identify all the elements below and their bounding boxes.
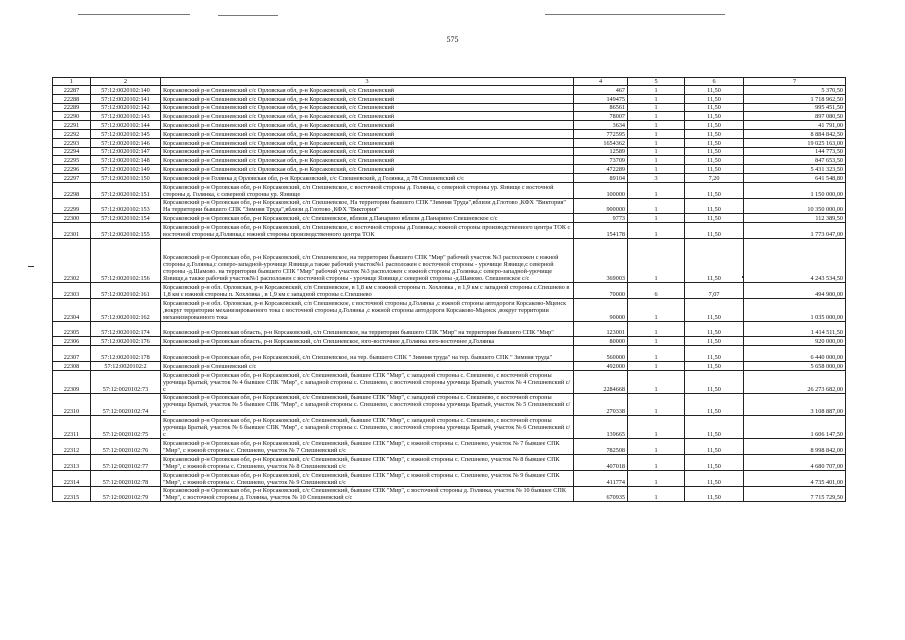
- row-number: 22289: [53, 103, 91, 112]
- total-value: 995 451,50: [744, 103, 846, 112]
- row-number: 22301: [53, 223, 91, 239]
- rate-value: 11,50: [685, 370, 744, 393]
- cadastral-number: 57:12:0020102:154: [91, 214, 161, 223]
- coefficient-value: 1: [628, 416, 685, 439]
- coefficient-value: 1: [628, 238, 685, 282]
- cadastral-number: 57:12:0020102:156: [91, 238, 161, 282]
- table-row: [53, 470, 846, 486]
- table-row: [53, 238, 846, 282]
- address-description: Корсаковский р-н Орловская область, р-н Корсаковский, с/п Спешневское, юго-восточнее д.Голянка юго-восточнее д.Голянка: [161, 337, 574, 346]
- address-description: Корсаковский р-н Спешневский с/с Орловская обл, р-н Корсаковский, с/с Спешневский: [161, 103, 574, 112]
- cadastral-number: 57:12:0020102:2: [91, 361, 161, 370]
- coefficient-value: 1: [628, 112, 685, 121]
- area-value: 782508: [574, 439, 628, 455]
- row-number: 22303: [53, 282, 91, 298]
- scan-artifact-top-left: [78, 14, 190, 15]
- area-value: 1654362: [574, 138, 628, 147]
- rate-value: 11,50: [685, 439, 744, 455]
- area-value: 90000: [574, 298, 628, 321]
- total-value: 19 025 163,00: [744, 138, 846, 147]
- column-number-row: [53, 78, 846, 86]
- total-value: 920 000,00: [744, 337, 846, 346]
- cadastral-number: 57:12:0020102:148: [91, 156, 161, 165]
- column-header-1: 1: [53, 78, 91, 86]
- coefficient-value: 3: [628, 173, 685, 182]
- cadastral-number: 57:12:0020102:78: [91, 470, 161, 486]
- coefficient-value: 1: [628, 486, 685, 502]
- rate-value: 7,07: [685, 282, 744, 298]
- address-description: Корсаковский р-н Орловская обл, р-н Корсаковский, с/п Спешневское, На территории бывшего СПК "Зимняя Труда",вблизи д.Глотово ,КФХ "Виктория" На территории бывшего СПК "Зимняя Труда",вблизи д.Глотово ,КФХ "Виктория": [161, 198, 574, 214]
- area-value: 86561: [574, 103, 628, 112]
- scan-artifact-top-mid: [218, 15, 278, 16]
- area-value: 2284668: [574, 370, 628, 393]
- address-description: Корсаковский р-н обл. Орловская, р-н Корсаковский, с/п Спешневское, в 1,8 км с южной стороны п. Хохловка , в 1,9 км с западной стороны с.Спешнево в 1,8 км с южной стороны п. Хохловка , в 1,9 км с западной стороны с.Спешнево: [161, 282, 574, 298]
- coefficient-value: 6: [628, 282, 685, 298]
- table-row: [53, 121, 846, 130]
- table-row: [53, 147, 846, 156]
- row-number: 22290: [53, 112, 91, 121]
- table-row: [53, 198, 846, 214]
- row-number: 22312: [53, 439, 91, 455]
- table-row: [53, 129, 846, 138]
- cadastral-number: 57:12:0020102:77: [91, 454, 161, 470]
- total-value: 1 035 000,00: [744, 298, 846, 321]
- total-value: 26 273 682,00: [744, 370, 846, 393]
- area-value: 123001: [574, 321, 628, 337]
- rate-value: 11,50: [685, 86, 744, 95]
- total-value: 1 150 000,00: [744, 182, 846, 198]
- address-description: Корсаковский р-н Спешневский с/с Орловская обл, р-н Корсаковский, с/с Спешневский: [161, 165, 574, 174]
- cadastral-number: 57:12:0020102:147: [91, 147, 161, 156]
- row-number: 22291: [53, 121, 91, 130]
- rate-value: 11,50: [685, 223, 744, 239]
- table-row: [53, 103, 846, 112]
- rate-value: 11,50: [685, 198, 744, 214]
- column-header-6: 6: [685, 78, 744, 86]
- cadastral-number: 57:12:0020102:176: [91, 337, 161, 346]
- table-row: [53, 370, 846, 393]
- total-value: 4 735 401,00: [744, 470, 846, 486]
- table-body: [53, 78, 846, 502]
- area-value: 78007: [574, 112, 628, 121]
- row-number: 22315: [53, 486, 91, 502]
- coefficient-value: 1: [628, 198, 685, 214]
- area-value: 900000: [574, 198, 628, 214]
- coefficient-value: 1: [628, 439, 685, 455]
- total-value: 897 080,50: [744, 112, 846, 121]
- scan-artifact-top-right: [545, 14, 725, 15]
- coefficient-value: 1: [628, 129, 685, 138]
- table-row: [53, 337, 846, 346]
- rate-value: 11,50: [685, 129, 744, 138]
- cadastral-number: 57:12:0020102:149: [91, 165, 161, 174]
- table-row: [53, 486, 846, 502]
- address-description: Корсаковский р-н Спешневский с/с Орловская обл, р-н Корсаковский, с/с Спешневский: [161, 86, 574, 95]
- rate-value: 11,50: [685, 470, 744, 486]
- coefficient-value: 1: [628, 214, 685, 223]
- address-description: Корсаковский р-н Орловская обл, р-н Корсаковский, с/с Спешневский, бывшее СПК "Мир", с южной стороны с. Спешнево, участок № 8 бывшее СПК "Мир", с южной стороны с. Спешнево, участок № 8 Спешневский с/с: [161, 454, 574, 470]
- total-value: 1 773 047,00: [744, 223, 846, 239]
- table-row: [53, 393, 846, 416]
- address-description: Корсаковский р-н Орловская обл, р-н Корсаковский, с/с Спешневский, бывшее СПК "Мир", с западной стороны с. Спешнево, с восточной стороны урочища Братый, участок № 4 бывшее СПК "Мир", с западной стороны с. Спешнево, с восточной стороны урочища Братый, участок № 4 Спешневский с/с: [161, 370, 574, 393]
- row-number: 22293: [53, 138, 91, 147]
- total-value: 8 884 842,50: [744, 129, 846, 138]
- coefficient-value: 1: [628, 147, 685, 156]
- cadastral-number: 57:12:0020102:142: [91, 103, 161, 112]
- row-number: 22309: [53, 370, 91, 393]
- area-value: 472289: [574, 165, 628, 174]
- row-number: 22304: [53, 298, 91, 321]
- address-description: Корсаковский р-н обл. Орловская, р-н Корсаковский, с/п Спешневское, с восточной стороны д.Голянка ,с южной стороны автодороги Корсаково-Мценск ,вокруг территории механизированного тока с восточной стороны д.Голянка ,с южной стороны автодороги Корсаково-Мценск ,вокруг территории механизированного тока: [161, 298, 574, 321]
- total-value: 1 718 962,50: [744, 94, 846, 103]
- row-number: 22311: [53, 416, 91, 439]
- rate-value: 11,50: [685, 103, 744, 112]
- coefficient-value: 1: [628, 298, 685, 321]
- total-value: 5 658 000,00: [744, 361, 846, 370]
- area-value: 3634: [574, 121, 628, 130]
- total-value: 1 414 511,50: [744, 321, 846, 337]
- table-row: [53, 361, 846, 370]
- address-description: Корсаковский р-н Орловская обл, р-н Корсаковский, с/п Спешневское, на тер. бывшего СПК " Зимняя труда" на тер. бывшего СПК " Зимняя труда": [161, 346, 574, 362]
- rate-value: 11,50: [685, 112, 744, 121]
- area-value: 9773: [574, 214, 628, 223]
- cadastral-number: 57:12:0020102:155: [91, 223, 161, 239]
- row-number: 22292: [53, 129, 91, 138]
- row-number: 22295: [53, 156, 91, 165]
- table-row: [53, 321, 846, 337]
- total-value: 5 431 323,50: [744, 165, 846, 174]
- area-value: 154178: [574, 223, 628, 239]
- table-row: [53, 223, 846, 239]
- table-row: [53, 156, 846, 165]
- cadastral-number: 57:12:0020102:153: [91, 198, 161, 214]
- cadastral-number: 57:12:0020102:74: [91, 393, 161, 416]
- address-description: Корсаковский р-н Орловская обл, р-н Корсаковский, с/с Спешневский, бывшее СПК "Мир", с западной стороны с. Спешнево, с восточной стороны урочища Братый, участок № 5 бывшее СПК "Мир", с западной стороны с. Спешнево, с восточной стороны урочища Братый, участок № 5 Спешневский с/с: [161, 393, 574, 416]
- rate-value: 11,50: [685, 337, 744, 346]
- rate-value: 11,50: [685, 454, 744, 470]
- cadastral-number: 57:12:0020102:150: [91, 173, 161, 182]
- cadastral-number: 57:12:0020102:146: [91, 138, 161, 147]
- row-number: 22297: [53, 173, 91, 182]
- total-value: 10 350 000,00: [744, 198, 846, 214]
- cadastral-number: 57:12:0020102:151: [91, 182, 161, 198]
- rate-value: 11,50: [685, 416, 744, 439]
- table-row: [53, 416, 846, 439]
- row-number: 22299: [53, 198, 91, 214]
- rate-value: 11,50: [685, 156, 744, 165]
- area-value: 407018: [574, 454, 628, 470]
- row-number: 22302: [53, 238, 91, 282]
- area-value: 89104: [574, 173, 628, 182]
- total-value: 5 370,50: [744, 86, 846, 95]
- address-description: Корсаковский р-н Спешневский с/с Орловская обл, р-н Корсаковский, с/с Спешневский: [161, 147, 574, 156]
- coefficient-value: 1: [628, 94, 685, 103]
- column-header-2: 2: [91, 78, 161, 86]
- rate-value: 11,50: [685, 165, 744, 174]
- total-value: 144 773,50: [744, 147, 846, 156]
- cadastral-number: 57:12:0020102:140: [91, 86, 161, 95]
- total-value: 3 108 887,00: [744, 393, 846, 416]
- address-description: Корсаковский р-н Орловская обл, р-н Корсаковский, с/с Спешневский, бывшее СПК "Мир", с восточной стороны д. Голянка, участок № 10 бывшее СПК "Мир", с восточной стороны д. Голянка, участок № 10 Спешневский с/с: [161, 486, 574, 502]
- coefficient-value: 1: [628, 223, 685, 239]
- area-value: 12589: [574, 147, 628, 156]
- rate-value: 11,50: [685, 94, 744, 103]
- rate-value: 11,50: [685, 361, 744, 370]
- area-value: 139665: [574, 416, 628, 439]
- table-row: [53, 214, 846, 223]
- cadastral-number: 57:12:0020102:141: [91, 94, 161, 103]
- rate-value: 7,20: [685, 173, 744, 182]
- area-value: 70000: [574, 282, 628, 298]
- coefficient-value: 1: [628, 103, 685, 112]
- row-number: 22298: [53, 182, 91, 198]
- address-description: Корсаковский р-н Орловская обл, р-н Корсаковский, с/п Спешневское, с восточной стороны д.Голянка,с южной стороны производственного центра ТОК с восточной стороны д.Голянка,с южной стороны производственного центра ТОК: [161, 223, 574, 239]
- rate-value: 11,50: [685, 182, 744, 198]
- rate-value: 11,50: [685, 393, 744, 416]
- cadastral-number: 57:12:0020102:178: [91, 346, 161, 362]
- total-value: 41 791,00: [744, 121, 846, 130]
- margin-mark: [28, 266, 34, 267]
- cadastral-number: 57:12:0020102:73: [91, 370, 161, 393]
- row-number: 22306: [53, 337, 91, 346]
- table-row: [53, 454, 846, 470]
- row-number: 22310: [53, 393, 91, 416]
- rate-value: 11,50: [685, 346, 744, 362]
- coefficient-value: 1: [628, 454, 685, 470]
- table-row: [53, 86, 846, 95]
- address-description: Корсаковский р-н Орловская обл, р-н Корсаковский, с/с Спешневское, вблизи д.Панарино вблизи д.Панарино Спешневское с/с: [161, 214, 574, 223]
- address-description: Корсаковский р-н Орловская обл, р-н Корсаковский, с/с Спешневский, бывшее СПК "Мир", с западной стороны с. Спешнево, с восточной стороны урочища Братый, участок № 6 бывшее СПК "Мир", с западной стороны с. Спешнево, с восточной стороны урочища Братый, участок № 6 Спешневский с/с: [161, 416, 574, 439]
- area-value: 369003: [574, 238, 628, 282]
- total-value: 847 653,50: [744, 156, 846, 165]
- row-number: 22305: [53, 321, 91, 337]
- rate-value: 11,50: [685, 214, 744, 223]
- rate-value: 11,50: [685, 486, 744, 502]
- total-value: 641 548,80: [744, 173, 846, 182]
- row-number: 22296: [53, 165, 91, 174]
- table-row: [53, 439, 846, 455]
- row-number: 22314: [53, 470, 91, 486]
- row-number: 22288: [53, 94, 91, 103]
- area-value: 411774: [574, 470, 628, 486]
- total-value: 8 998 842,00: [744, 439, 846, 455]
- coefficient-value: 1: [628, 370, 685, 393]
- total-value: 494 900,00: [744, 282, 846, 298]
- area-value: 772595: [574, 129, 628, 138]
- cadastral-number: 57:12:0020102:79: [91, 486, 161, 502]
- rate-value: 11,50: [685, 138, 744, 147]
- area-value: 149475: [574, 94, 628, 103]
- area-value: 100000: [574, 182, 628, 198]
- total-value: 6 440 000,00: [744, 346, 846, 362]
- coefficient-value: 1: [628, 156, 685, 165]
- table-row: [53, 173, 846, 182]
- rate-value: 11,50: [685, 298, 744, 321]
- row-number: 22300: [53, 214, 91, 223]
- area-value: 73709: [574, 156, 628, 165]
- table-row: [53, 282, 846, 298]
- address-description: Корсаковский р-н Орловская обл, р-н Корсаковский, с/с Спешневский, бывшее СПК "Мир", с южной стороны с. Спешнево, участок № 9 бывшее СПК "Мир", с южной стороны с. Спешнево, участок № 9 Спешневский с/с: [161, 470, 574, 486]
- total-value: 4 243 534,50: [744, 238, 846, 282]
- page-number: 575: [446, 35, 459, 44]
- row-number: 22287: [53, 86, 91, 95]
- cadastral-number: 57:12:0020102:145: [91, 129, 161, 138]
- column-header-4: 4: [574, 78, 628, 86]
- address-description: Корсаковский р-н Голянка д Орловская обл, р-н Корсаковский, с/с Спешневский, д Голянка, д 78 Спешневский с/с: [161, 173, 574, 182]
- coefficient-value: 1: [628, 346, 685, 362]
- total-value: 7 715 729,50: [744, 486, 846, 502]
- cadastral-number: 57:12:0020102:162: [91, 298, 161, 321]
- column-header-7: 7: [744, 78, 846, 86]
- rate-value: 11,50: [685, 121, 744, 130]
- table-row: [53, 182, 846, 198]
- address-description: Корсаковский р-н Спешневский с/с Орловская обл, р-н Корсаковский, с/с Спешневский: [161, 156, 574, 165]
- coefficient-value: 1: [628, 182, 685, 198]
- coefficient-value: 1: [628, 86, 685, 95]
- total-value: 4 680 707,00: [744, 454, 846, 470]
- area-value: 270338: [574, 393, 628, 416]
- column-header-3: 3: [161, 78, 574, 86]
- land-parcel-table: [52, 77, 846, 502]
- area-value: 560000: [574, 346, 628, 362]
- total-value: 112 389,50: [744, 214, 846, 223]
- address-description: Корсаковский р-н Спешневский с/с: [161, 361, 574, 370]
- cadastral-number: 57:12:0020102:161: [91, 282, 161, 298]
- area-value: 467: [574, 86, 628, 95]
- table-row: [53, 298, 846, 321]
- table-row: [53, 138, 846, 147]
- rate-value: 11,50: [685, 321, 744, 337]
- column-header-5: 5: [628, 78, 685, 86]
- coefficient-value: 1: [628, 470, 685, 486]
- area-value: 80000: [574, 337, 628, 346]
- cadastral-number: 57:12:0020102:144: [91, 121, 161, 130]
- total-value: 1 606 147,50: [744, 416, 846, 439]
- cadastral-number: 57:12:0020102:174: [91, 321, 161, 337]
- address-description: Корсаковский р-н Орловская обл, р-н Корсаковский, с/с Спешневский, бывшее СПК "Мир", с южной стороны с. Спешнево, участок № 7 бывшее СПК "Мир", с южной стороны с. Спешнево, участок № 7 Спешневский с/с: [161, 439, 574, 455]
- address-description: Корсаковский р-н Орловская обл, р-н Корсаковский, с/п Спешневское, на территории бывшего СПК "Мир" рабочий участок №3 расположен с южной стороны д.Голянка,с северо-западной-урочище Язвище,а также рабочий участок№1 расположен с восточной стороны - урочище Язвище,с северной стороны -д.Шамово. на территории бывшего СПК "Мир" рабочий участок №3 расположен с южной стороны д.Голянка,с северо-западной-урочище Язвище,а также рабочий участок№1 расположен с восточной стороны - урочище Язвище,с северной стороны -д.Шамово. Спешневское с/с: [161, 238, 574, 282]
- area-value: 670935: [574, 486, 628, 502]
- row-number: 22307: [53, 346, 91, 362]
- cadastral-number: 57:12:0020102:143: [91, 112, 161, 121]
- coefficient-value: 1: [628, 138, 685, 147]
- coefficient-value: 1: [628, 321, 685, 337]
- table-row: [53, 94, 846, 103]
- address-description: Корсаковский р-н Спешневский с/с Орловская обл, р-н Корсаковский, с/с Спешневский: [161, 121, 574, 130]
- table-row: [53, 112, 846, 121]
- address-description: Корсаковский р-н Спешневский с/с Орловская обл, р-н Корсаковский, с/с Спешневский: [161, 112, 574, 121]
- rate-value: 11,50: [685, 238, 744, 282]
- coefficient-value: 1: [628, 361, 685, 370]
- cadastral-number: 57:12:0020102:76: [91, 439, 161, 455]
- coefficient-value: 1: [628, 121, 685, 130]
- address-description: Корсаковский р-н Орловская область, р-н Корсаковский, с/п Спешневское, на территории бывшего СПК "Мир" на территории бывшего СПК "Мир": [161, 321, 574, 337]
- address-description: Корсаковский р-н Спешневский с/с Орловская обл, р-н Корсаковский, с/с Спешневский: [161, 138, 574, 147]
- row-number: 22313: [53, 454, 91, 470]
- coefficient-value: 1: [628, 165, 685, 174]
- table-row: [53, 165, 846, 174]
- table-row: [53, 346, 846, 362]
- address-description: Корсаковский р-н Спешневский с/с Орловская обл, р-н Корсаковский, с/с Спешневский: [161, 129, 574, 138]
- cadastral-number: 57:12:0020102:75: [91, 416, 161, 439]
- rate-value: 11,50: [685, 147, 744, 156]
- address-description: Корсаковский р-н Орловская обл, р-н Корсаковский, с/п Спешневское, с восточной стороны д. Голянка, с северной стороны ур. Язвище с восточной стороны д. Голянка, с северной стороны ур. Язвище: [161, 182, 574, 198]
- coefficient-value: 1: [628, 337, 685, 346]
- coefficient-value: 1: [628, 393, 685, 416]
- area-value: 492000: [574, 361, 628, 370]
- row-number: 22308: [53, 361, 91, 370]
- address-description: Корсаковский р-н Спешневский с/с Орловская обл, р-н Корсаковский, с/с Спешневский: [161, 94, 574, 103]
- row-number: 22294: [53, 147, 91, 156]
